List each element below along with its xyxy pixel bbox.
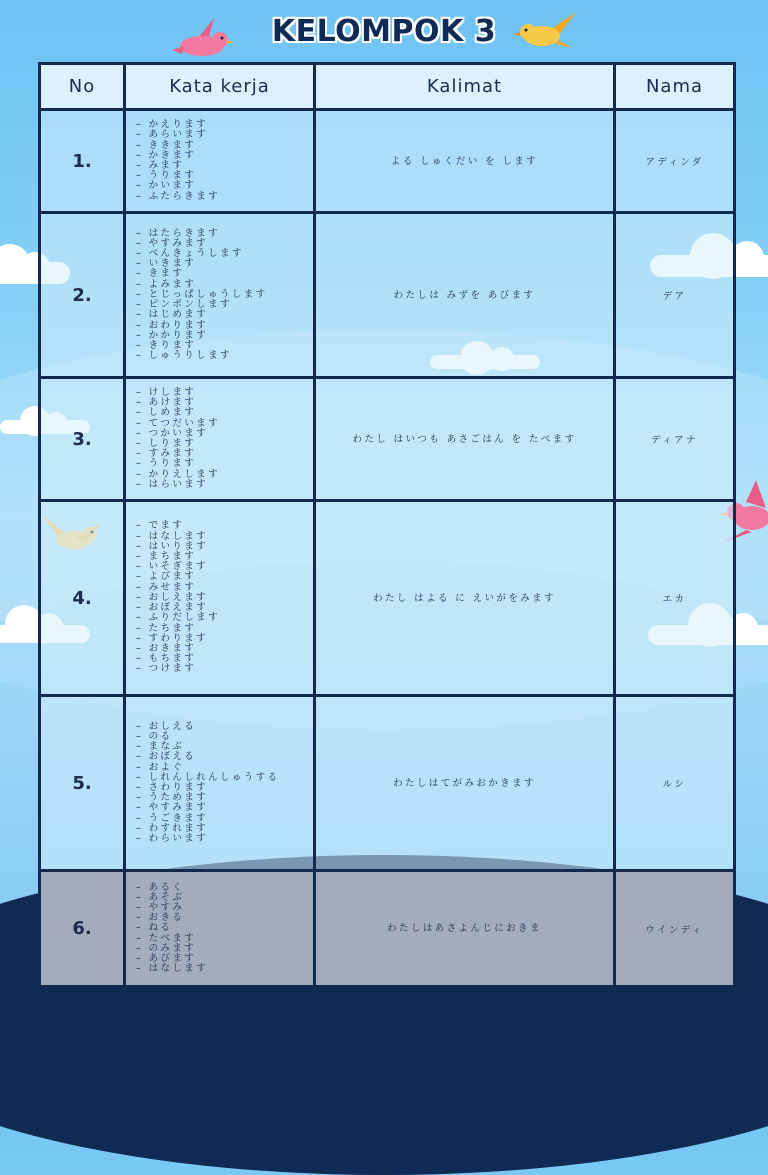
verb-item: – ねる: [136, 922, 173, 934]
verb-item: – やすみ: [136, 901, 185, 913]
verb-list: [125, 110, 315, 213]
verb-item: – うごきます: [136, 812, 209, 824]
table-row: [40, 110, 735, 213]
verb-item: – しれんしれんしゅうする: [136, 771, 280, 783]
row-number: 3.: [40, 378, 125, 501]
member-name: エカ: [615, 501, 735, 696]
row-number: 4.: [40, 501, 125, 696]
table-row: [40, 871, 735, 987]
verb-item: – はなします: [136, 530, 209, 542]
sentence: わたしはあさよんじにおきま: [315, 871, 615, 987]
member-name: ディアナ: [615, 378, 735, 501]
verb-item: – とじっぱしゅうします: [136, 288, 268, 300]
verb-item: – たちます: [136, 622, 197, 634]
verb-item: – のみます: [136, 942, 197, 954]
verb-item: – おしえます: [136, 591, 209, 603]
verb-item: – つかいます: [136, 427, 209, 439]
verb-item: – すみます: [136, 448, 197, 460]
member-name: ルシ: [615, 696, 735, 871]
verb-item: – やすみます: [136, 237, 209, 249]
verb-item: – うります: [136, 170, 197, 182]
sentence: よる しゅくだい を します: [315, 110, 615, 213]
member-name: デア: [615, 213, 735, 378]
row-number: 6.: [40, 871, 125, 987]
verb-item: – つけます: [136, 663, 197, 675]
verb-item: – ふりだします: [136, 612, 220, 624]
verb-item: – はじめます: [136, 309, 209, 321]
verb-item: – あけます: [136, 397, 197, 409]
member-name: アディンダ: [615, 110, 735, 213]
verb-item: – きます: [136, 268, 185, 280]
verb-item: – おわります: [136, 319, 209, 331]
row-number: 2.: [40, 213, 125, 378]
verb-item: – べんきょうします: [136, 248, 244, 260]
verb-item: – けします: [136, 386, 197, 398]
verb-list: [125, 213, 315, 378]
verb-list: [125, 871, 315, 987]
sentence: わたしは みずを あびます: [315, 213, 615, 378]
verb-item: – はなします: [136, 963, 209, 975]
header-sentence: Kalimat: [315, 64, 615, 110]
verb-item: – てつだいます: [136, 417, 220, 429]
verb-item: – かきます: [136, 149, 197, 161]
verb-list: [125, 696, 315, 871]
verb-item: – しめます: [136, 407, 197, 419]
verb-item: – はいります: [136, 540, 209, 552]
verb-item: – かかります: [136, 329, 209, 341]
verb-item: – よみます: [136, 278, 197, 290]
verb-item: – みます: [136, 160, 185, 171]
verb-item: – おきる: [136, 912, 185, 924]
table-row: [40, 696, 735, 871]
verb-item: – まなぶ: [136, 741, 185, 753]
verb-item: – ききます: [136, 139, 197, 151]
header-no: No: [40, 64, 125, 110]
verb-item: – きります: [136, 339, 197, 351]
verb-item: – あそぶ: [136, 891, 185, 903]
verb-item: – いそぎます: [136, 561, 209, 573]
verb-item: – すわります: [136, 632, 209, 644]
verb-item: – たべます: [136, 932, 197, 944]
table-row: [40, 501, 735, 696]
verb-item: – わすれます: [136, 822, 209, 834]
verb-item: – しります: [136, 438, 197, 449]
verb-item: – ピンポンします: [136, 299, 232, 311]
verb-item: – さわります: [136, 782, 209, 793]
verb-list: [125, 501, 315, 696]
verb-item: – おしえる: [136, 720, 197, 732]
sentence: わたし はよる に えいがをみます: [315, 501, 615, 696]
sentence: わたし はいつも あさごはん を たべます: [315, 378, 615, 501]
verb-item: – もちます: [136, 653, 197, 665]
verb-item: – いきます: [136, 258, 197, 270]
table-row: [40, 378, 735, 501]
verb-item: – おぼえる: [136, 751, 197, 763]
verb-item: – おぼえます: [136, 602, 209, 614]
row-number: 1.: [40, 110, 125, 213]
verb-item: – まちます: [136, 551, 197, 563]
header-name: Nama: [615, 64, 735, 110]
verb-item: – ふたらきます: [136, 190, 220, 202]
verb-item: – あびます: [136, 953, 197, 964]
verb-item: – あらいます: [136, 129, 209, 141]
verb-item: – かいます: [136, 180, 197, 192]
verb-item: – うためます: [136, 792, 209, 804]
table-row: [40, 213, 735, 378]
verb-item: – かりえします: [136, 468, 220, 480]
header-verb: Kata kerja: [125, 64, 315, 110]
verb-item: – しゅうりします: [136, 350, 232, 362]
row-number: 5.: [40, 696, 125, 871]
verb-item: – おきます: [136, 642, 197, 654]
verb-item: – よびます: [136, 571, 197, 583]
sentence: わたしはてがみおかきます: [315, 696, 615, 871]
verb-list: [125, 378, 315, 501]
verb-item: – わらいます: [136, 833, 209, 845]
group-table: [38, 62, 736, 988]
verb-item: – かえります: [136, 119, 209, 131]
verb-item: – でます: [136, 520, 185, 532]
verb-item: – やすみます: [136, 802, 209, 814]
table-header-row: [40, 64, 735, 110]
verb-item: – あるく: [136, 881, 185, 893]
verb-item: – うります: [136, 458, 197, 470]
verb-item: – のる: [136, 730, 173, 742]
verb-item: – みせます: [136, 581, 197, 593]
verb-item: – はたらきます: [136, 227, 220, 239]
verb-item: – およぐ: [136, 761, 185, 773]
member-name: ウインディ: [615, 871, 735, 987]
page-title: KELOMPOK 3: [271, 14, 497, 49]
verb-item: – はらいます: [136, 478, 209, 490]
